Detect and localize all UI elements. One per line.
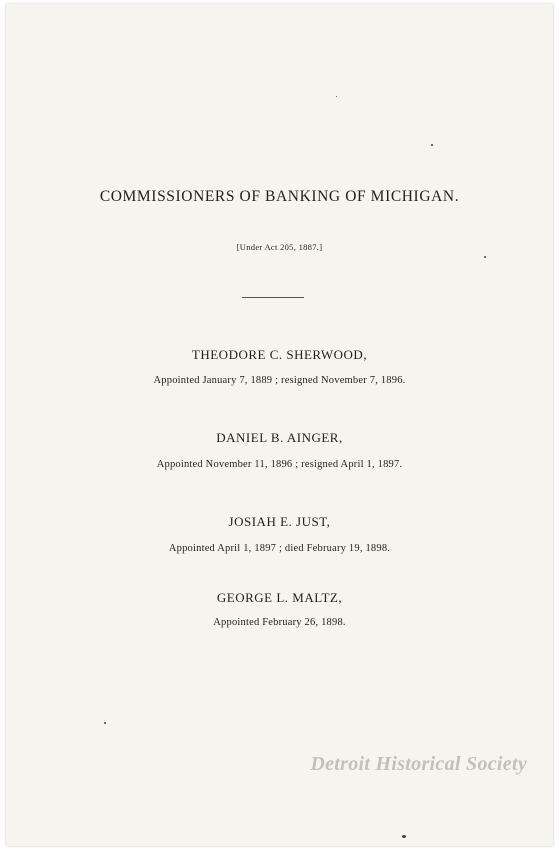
paper-speck [402, 835, 406, 838]
commissioner-detail: Appointed April 1, 1897 ; died February 19, 1898. [168, 543, 391, 554]
commissioner-name: DANIEL B. AINGER, [216, 430, 343, 445]
commissioner-name: THEODORE C. SHERWOOD, [191, 347, 368, 362]
commissioner-detail: Appointed January 7, 1889 ; resigned November 7, 1896. [153, 375, 406, 386]
commissioner-detail: Appointed November 11, 1896 ; resigned April 1, 1897. [156, 459, 403, 470]
commissioner-name: GEORGE L. MALTZ, [216, 590, 343, 605]
commissioner-detail: Appointed February 26, 1898. [213, 617, 346, 628]
document-subtitle: [Under Act 205, 1887.] [236, 242, 323, 252]
document-title: COMMISSIONERS OF BANKING OF MICHIGAN. [99, 188, 460, 205]
paper-speck [484, 256, 486, 258]
document-page [6, 4, 553, 846]
watermark-logo: Detroit Historical Society [310, 753, 527, 775]
separator-rule [242, 297, 304, 298]
paper-speck [104, 722, 106, 724]
commissioner-name: JOSIAH E. JUST, [228, 514, 331, 529]
paper-speck [431, 144, 433, 146]
paper-speck [336, 96, 337, 97]
